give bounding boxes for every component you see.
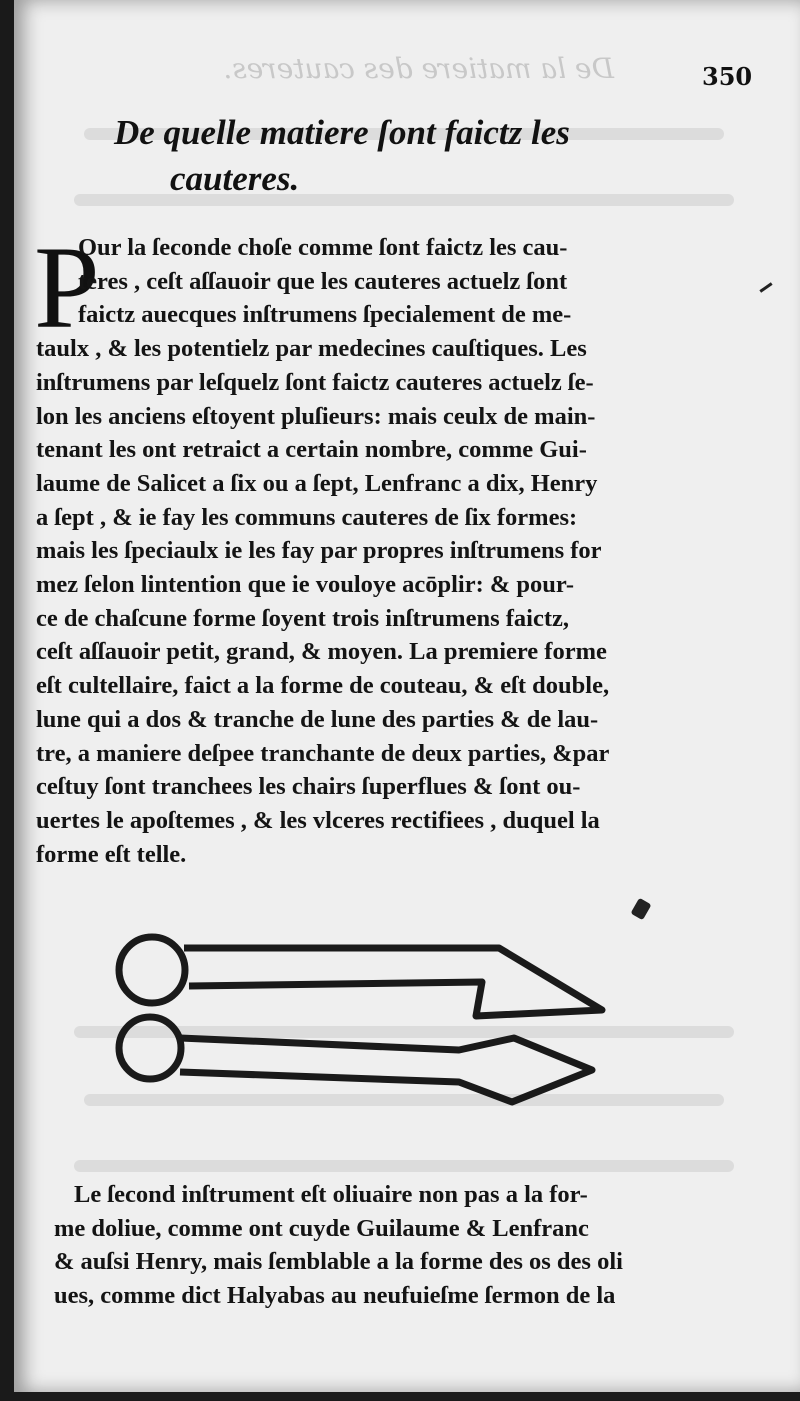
text-line: Le ſecond inſtrument eſt oliuaire non pas a la for- [74,1181,588,1208]
book-page [14,0,800,1392]
next-paragraph [54,1178,754,1312]
text-line: me doliue, comme ont cuyde Guilaume & Lenfranc [54,1214,589,1242]
ink-blot [630,898,651,921]
show-through-line [74,1160,734,1172]
text-line: eſt cultellaire, faict a la forme de couteau, & eſt double, [36,672,610,700]
text-line: a ſept , & ie fay les communs cauteres de ſix formes: [36,503,578,531]
knife-instrument [184,948,602,1016]
chapter-heading [114,110,674,202]
body-paragraph [34,222,756,871]
text-line: faictz auecques inſtrumens ſpecialement de me- [78,301,572,329]
drop-cap: P [34,222,100,353]
text-line: ceſtuy ſont tranchees les chairs ſuperflues & ſont ou- [36,773,581,801]
text-line: mez ſelon lintention que ie vouloye acōplir: & pour- [36,571,575,599]
cautery-instruments-woodcut-icon [114,920,634,1120]
text-line: ues, comme dict Halyabas au neufuieſme ſermon de la [54,1281,616,1309]
text-line: teres , ceſt aſſauoir que les cauteres actuelz ſont [78,267,568,295]
page-number: 350 [702,62,753,91]
instrument-ring [119,1017,181,1079]
text-line: laume de Salicet a ſix ou a ſept, Lenfranc a dix, Henry [36,469,598,497]
ink-mark [759,282,772,292]
text-line: & auſsi Henry, mais ſemblable a la forme des os des oli [54,1248,623,1275]
text-line: ceſt aſſauoir petit, grand, & moyen. La premiere forme [36,638,607,666]
text-line: lon les anciens eſtoyent pluſieurs: mais ceulx de main- [36,402,596,430]
text-line: taulx , & les potentielz par medecines cauſtiques. Les [36,335,587,363]
text-line: tenant les ont retraict a certain nombre, comme Gui- [36,436,587,464]
heading-line: De quelle matiere ſont faictz les [114,113,570,152]
text-line: forme eſt telle. [36,840,187,868]
lance-instrument [180,1038,592,1102]
text-line: inſtrumens par leſquelz ſont faictz cauteres actuelz ſe- [36,368,594,396]
text-line: lune qui a dos & tranche de lune des parties & de lau- [36,705,599,733]
heading-line: cauteres. [170,159,300,198]
show-through-text: De la matiere des cauteres. [223,52,614,85]
text-line: uertes le apoſtemes , & les vlceres rectifiees , duquel la [36,806,600,834]
text-line: mais les ſpeciaulx ie les fay par propres inſtrumens for [36,537,602,565]
instrument-ring [119,937,185,1003]
text-line: Our la ſeconde choſe comme ſont faictz les cau- [78,234,568,261]
text-line: ce de chaſcune forme ſoyent trois inſtrumens faictz, [36,604,569,632]
text-line: tre, a maniere deſpee tranchante de deux parties, &par [36,739,610,767]
